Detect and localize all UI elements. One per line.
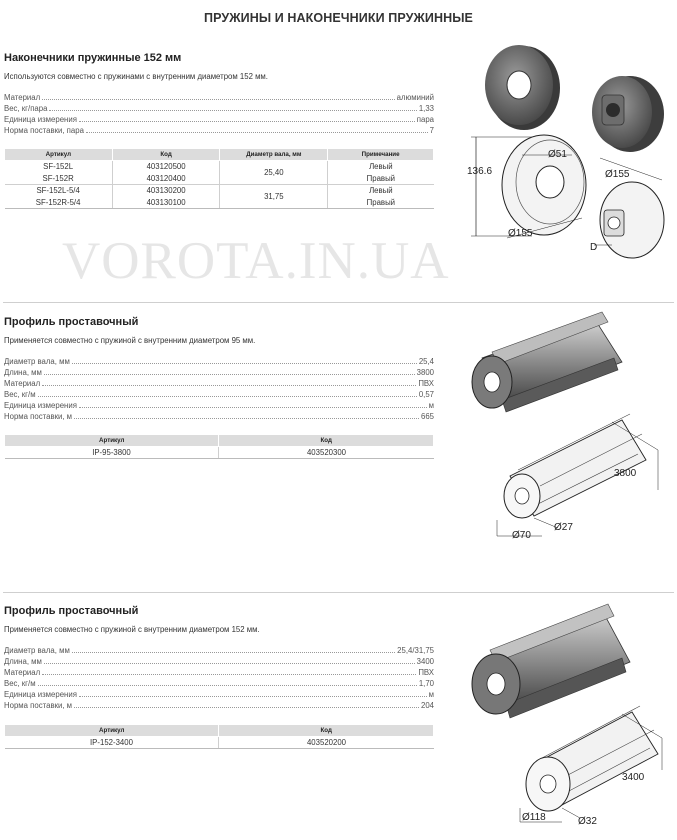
section-description: Применяется совместно с пружиной с внутренним диаметром 95 мм. (4, 336, 256, 345)
section-divider (3, 302, 674, 303)
outer-diameter-label: Ø118 (522, 812, 546, 823)
inner-diameter-label: Ø27 (554, 522, 573, 533)
spec-row-length: Длина, мм 3400 (4, 657, 434, 666)
page-title: ПРУЖИНЫ И НАКОНЕЧНИКИ ПРУЖИННЫЕ (203, 11, 473, 25)
table-header: Артикул (5, 149, 113, 161)
spec-row-weight: Вес, кг/м 1,70 (4, 679, 434, 688)
spacer-profile-152-drawing (462, 604, 672, 832)
spec-row-unit: Единица измерения пара (4, 115, 434, 124)
table-row: IP-152-3400 403520200 (5, 737, 434, 749)
table-row: IP-95-3800 403520300 (5, 447, 434, 459)
table-header: Артикул (5, 435, 219, 447)
section-description: Используются совместно с пружинами с внутренним диаметром 152 мм. (4, 72, 268, 81)
length-label: 3800 (614, 468, 637, 479)
spacer-profile-95-drawing (462, 310, 672, 550)
height-label: 136.6 (467, 166, 493, 177)
length-label: 3400 (622, 772, 645, 783)
spec-row-weight: Вес, кг/м 0,57 (4, 390, 434, 399)
table-row: SF-152L-5/4 403130200 31,75 Левый (5, 185, 434, 197)
diameter-label: Ø155 (605, 169, 630, 180)
diameter-label: Ø155 (508, 228, 533, 239)
spec-row-weight: Вес, кг/пара 1,33 (4, 104, 434, 113)
table-row: SF-152L 403120500 25,40 Левый (5, 161, 434, 173)
spacer-profile-152-table (4, 724, 434, 749)
table-header: Код (112, 149, 220, 161)
section-divider (3, 592, 674, 593)
spring-cone-drawing (462, 40, 672, 260)
spec-row-material: Материал алюминий (4, 93, 434, 102)
spec-row-material: Материал ПВХ (4, 379, 434, 388)
diameter-label: Ø51 (548, 149, 567, 160)
spec-row-shaft-diameter: Диаметр вала, мм 25,4/31,75 (4, 646, 434, 655)
inner-diameter-label: Ø32 (578, 816, 597, 827)
table-header: Диаметр вала, мм (220, 149, 328, 161)
spec-row-unit: Единица измерения м (4, 401, 434, 410)
shaft-diameter-label: D (590, 242, 598, 253)
section-title-spring-cones: Наконечники пружинные 152 мм (4, 52, 182, 64)
table-header: Код (219, 725, 434, 737)
section-description: Применяется совместно с пружиной с внутренним диаметром 152 мм. (4, 625, 260, 634)
outer-diameter-label: Ø70 (512, 530, 531, 541)
spec-row-length: Длина, мм 3800 (4, 368, 434, 377)
spring-cones-table (4, 148, 434, 209)
spec-row-supply-norm: Норма поставки, пара 7 (4, 126, 434, 135)
spacer-profile-95-table (4, 434, 434, 459)
spec-row-shaft-diameter: Диаметр вала, мм 25,4 (4, 357, 434, 366)
section-title-spacer-profile-95: Профиль проставочный (4, 316, 139, 328)
table-row: SF-152R-5/4 403130100 Правый (5, 197, 434, 209)
section-title-spacer-profile-152: Профиль проставочный (4, 605, 139, 617)
table-header: Примечание (328, 149, 434, 161)
table-header: Артикул (5, 725, 219, 737)
spec-row-unit: Единица измерения м (4, 690, 434, 699)
table-row: SF-152R 403120400 Правый (5, 173, 434, 185)
spec-row-material: Материал ПВХ (4, 668, 434, 677)
watermark: VOROTA.IN.UA (62, 232, 450, 290)
table-header: Код (219, 435, 434, 447)
spec-row-supply-norm: Норма поставки, м 665 (4, 412, 434, 421)
spec-row-supply-norm: Норма поставки, м 204 (4, 701, 434, 710)
